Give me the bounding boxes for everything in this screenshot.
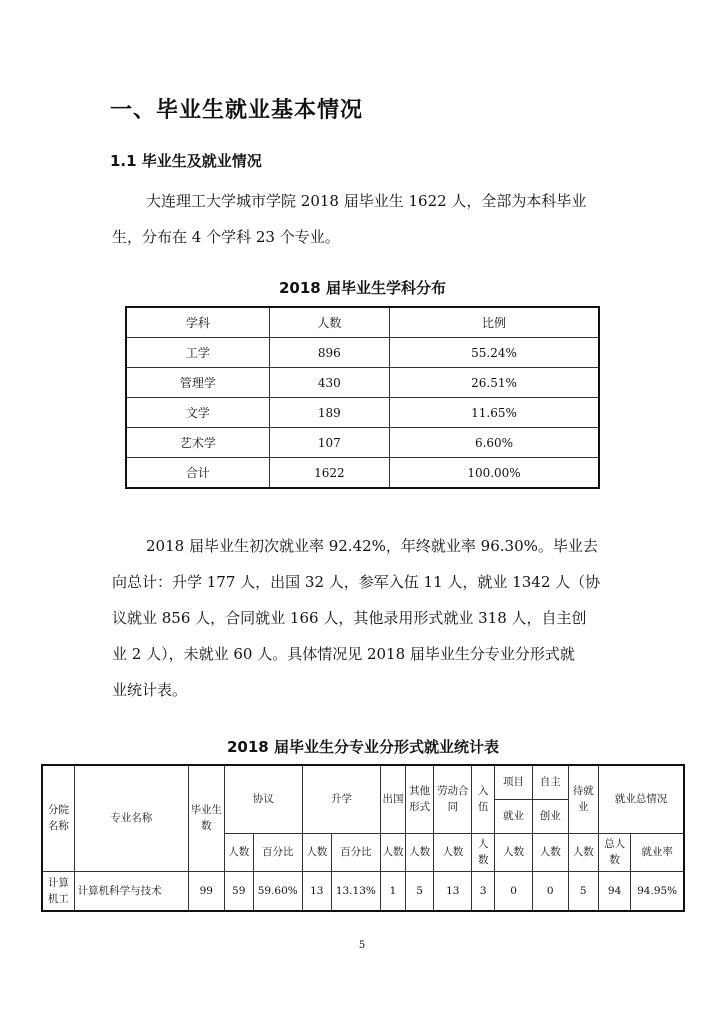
table-cell: 1622 [269, 458, 389, 489]
header-major: 专业名称 [74, 765, 188, 871]
table-cell: 11.65% [390, 398, 599, 428]
cell-college: 计算机工 [42, 871, 74, 911]
header-abroad: 出国 [381, 765, 406, 833]
table-cell: 6.60% [390, 428, 599, 458]
table-row [126, 338, 599, 368]
header-count: 人数 [472, 833, 495, 871]
section-heading: 一、毕业生就业基本情况 [110, 98, 364, 123]
cell-labor: 13 [434, 871, 472, 911]
header-pct: 百分比 [253, 833, 302, 871]
table-row [126, 458, 599, 489]
header-agreement: 协议 [224, 765, 302, 833]
header-count: 人数 [405, 833, 433, 871]
employment-line-4: 业 2 人），未就业 60 人。具体情况见 2018 届毕业生分专业分形式就 [112, 645, 575, 663]
table-cell: 430 [269, 368, 389, 398]
discipline-table [125, 306, 600, 489]
header-total: 就业总情况 [598, 765, 684, 833]
table-cell: 艺术学 [126, 428, 269, 458]
table-header-row [42, 765, 684, 799]
cell-further-count: 13 [302, 871, 331, 911]
header-other-forms: 其他形式 [405, 765, 433, 833]
header-cell: 学科 [126, 307, 269, 338]
header-cell: 比例 [390, 307, 599, 338]
cell-project: 0 [495, 871, 533, 911]
employment-line-3: 议就业 856 人，合同就业 166 人，其他录用形式就业 318 人，自主创 [112, 609, 587, 627]
header-labor-contract: 劳动合同 [434, 765, 472, 833]
intro-line-1: 大连理工大学城市学院 2018 届毕业生 1622 人，全部为本科毕业 [146, 192, 587, 210]
header-count: 人数 [224, 833, 253, 871]
cell-rate: 94.95% [631, 871, 684, 911]
employment-line-2: 向总计：升学 177 人，出国 32 人，参军入伍 11 人，就业 1342 人（协 [112, 573, 601, 591]
header-college: 分院名称 [42, 765, 74, 871]
page-number: 5 [358, 940, 366, 951]
header-count: 人数 [302, 833, 331, 871]
cell-pending: 5 [568, 871, 598, 911]
header-army: 入伍 [472, 765, 495, 833]
header-further-study: 升学 [302, 765, 380, 833]
header-project-sub: 就业 [495, 799, 533, 833]
header-pct: 百分比 [331, 833, 380, 871]
header-count: 人数 [434, 833, 472, 871]
cell-grads: 99 [188, 871, 224, 911]
table-row [126, 368, 599, 398]
table-row [42, 871, 684, 911]
header-total-count: 总人数 [598, 833, 630, 871]
cell-self: 0 [532, 871, 568, 911]
cell-agree-pct: 59.60% [253, 871, 302, 911]
subsection-heading: 1.1 毕业生及就业情况 [110, 152, 262, 170]
table-cell: 文学 [126, 398, 269, 428]
header-rate: 就业率 [631, 833, 684, 871]
table2-caption: 2018 届毕业生分专业分形式就业统计表 [227, 738, 499, 756]
employment-stats-table [41, 764, 685, 912]
cell-further-pct: 13.13% [331, 871, 380, 911]
cell-major: 计算机科学与技术 [74, 871, 188, 911]
header-pending: 待就业 [568, 765, 598, 833]
header-count: 人数 [495, 833, 533, 871]
employment-paragraph [112, 528, 612, 708]
table-cell: 26.51% [390, 368, 599, 398]
header-grads: 毕业生数 [188, 765, 224, 871]
table-row [126, 428, 599, 458]
table-cell: 管理学 [126, 368, 269, 398]
table1-caption: 2018 届毕业生学科分布 [279, 279, 446, 297]
header-project: 项目 [495, 765, 533, 799]
table-header-row [126, 307, 599, 338]
cell-abroad: 1 [381, 871, 406, 911]
table-cell: 工学 [126, 338, 269, 368]
table-cell: 55.24% [390, 338, 599, 368]
header-count: 人数 [568, 833, 598, 871]
cell-agree-count: 59 [224, 871, 253, 911]
employment-line-5: 业统计表。 [112, 681, 188, 699]
cell-total: 94 [598, 871, 630, 911]
header-self: 自主 [532, 765, 568, 799]
header-count: 人数 [532, 833, 568, 871]
cell-army: 3 [472, 871, 495, 911]
table-cell: 189 [269, 398, 389, 428]
header-cell: 人数 [269, 307, 389, 338]
table-cell: 合计 [126, 458, 269, 489]
intro-line-2: 生，分布在 4 个学科 23 个专业。 [112, 228, 340, 246]
table-cell: 107 [269, 428, 389, 458]
table-row [126, 398, 599, 428]
intro-paragraph [112, 183, 612, 255]
header-self-sub: 创业 [532, 799, 568, 833]
employment-line-1: 2018 届毕业生初次就业率 92.42%，年终就业率 96.30%。毕业去 [146, 537, 598, 555]
header-count: 人数 [381, 833, 406, 871]
cell-other: 5 [405, 871, 433, 911]
table-cell: 100.00% [390, 458, 599, 489]
table-cell: 896 [269, 338, 389, 368]
